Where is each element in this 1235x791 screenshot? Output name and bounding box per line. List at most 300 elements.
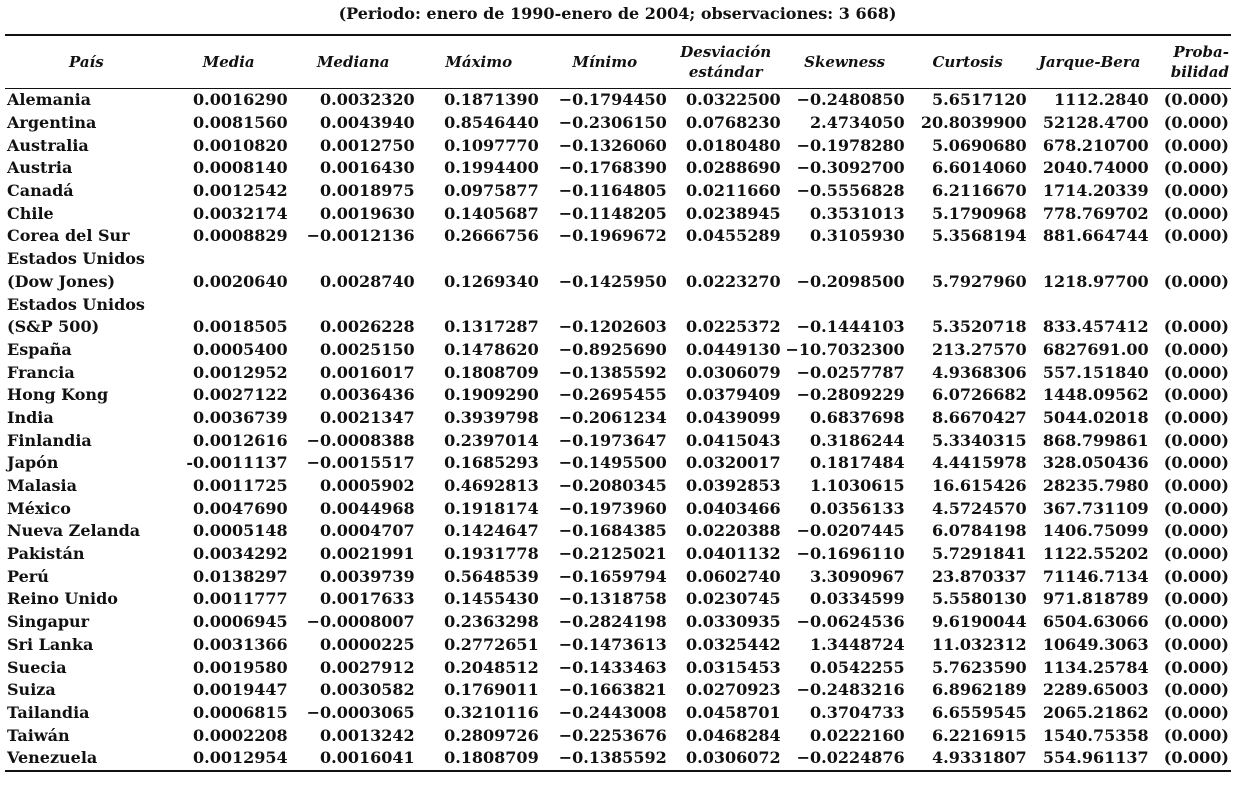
table-row bbox=[5, 520, 1231, 543]
min-cell: −0.2061234 bbox=[558, 407, 667, 427]
std-cell: 0.0403466 bbox=[685, 498, 781, 518]
header-row bbox=[5, 35, 1231, 89]
table-row bbox=[5, 634, 1231, 657]
skew-cell: −0.2809229 bbox=[796, 385, 905, 405]
min-cell: −0.2695455 bbox=[558, 385, 667, 405]
mean-cell: 0.0018505 bbox=[192, 317, 288, 337]
header-mean: Media bbox=[202, 53, 255, 71]
min-cell: −0.8925690 bbox=[558, 339, 667, 359]
std-cell: 0.0325442 bbox=[685, 634, 781, 654]
std-cell: 0.0330935 bbox=[685, 612, 781, 632]
country-cell: (Dow Jones) bbox=[7, 271, 116, 291]
prob-cell: (0.000) bbox=[1163, 612, 1229, 632]
max-cell: 0.1478620 bbox=[444, 339, 539, 359]
std-cell: 0.0322500 bbox=[685, 90, 781, 110]
table-row bbox=[5, 543, 1231, 566]
min-cell: −0.1495500 bbox=[558, 453, 667, 473]
kurt-cell: 6.2116670 bbox=[931, 181, 1027, 201]
kurt-cell: 4.5724570 bbox=[931, 498, 1027, 518]
jb-cell: 833.457412 bbox=[1042, 317, 1149, 337]
prob-cell: (0.000) bbox=[1163, 113, 1229, 133]
empty-cell bbox=[417, 248, 541, 271]
country-cell: Alemania bbox=[7, 90, 92, 110]
jb-cell: 52128.4700 bbox=[1042, 113, 1149, 133]
kurt-cell: 4.4415978 bbox=[931, 453, 1027, 473]
table-row bbox=[5, 361, 1231, 384]
header-country: País bbox=[68, 53, 104, 71]
table-row bbox=[5, 248, 1231, 271]
table-row bbox=[5, 407, 1231, 430]
table-body bbox=[5, 89, 1231, 771]
kurt-cell: 213.27570 bbox=[931, 339, 1027, 359]
jb-cell: 28235.7980 bbox=[1042, 476, 1149, 496]
skew-cell: −0.0624536 bbox=[796, 612, 905, 632]
min-cell: −0.1473613 bbox=[558, 634, 667, 654]
table-row bbox=[5, 293, 1231, 316]
skew-cell: −0.5556828 bbox=[796, 181, 905, 201]
std-cell: 0.0180480 bbox=[685, 135, 781, 155]
country-cell: Venezuela bbox=[7, 748, 98, 768]
max-cell: 0.2809726 bbox=[444, 725, 539, 745]
empty-cell bbox=[669, 293, 783, 316]
mean-cell: 0.0081560 bbox=[192, 113, 288, 133]
mean-cell: 0.0011725 bbox=[192, 476, 288, 496]
median-cell: 0.0036436 bbox=[320, 385, 415, 405]
max-cell: 0.1269340 bbox=[444, 271, 539, 291]
mean-cell: 0.0036739 bbox=[192, 407, 288, 427]
max-cell: 0.1405687 bbox=[444, 203, 539, 223]
table-row bbox=[5, 747, 1231, 771]
max-cell: 0.1909290 bbox=[444, 385, 539, 405]
table-row bbox=[5, 384, 1231, 407]
mean-cell: 0.0034292 bbox=[192, 544, 288, 564]
country-cell: Estados Unidos bbox=[7, 294, 145, 314]
country-cell: Japón bbox=[7, 453, 59, 473]
kurt-cell: 5.0690680 bbox=[931, 135, 1027, 155]
kurt-cell: 9.6190044 bbox=[931, 612, 1027, 632]
min-cell: −0.1433463 bbox=[558, 657, 667, 677]
prob-cell: (0.000) bbox=[1163, 680, 1229, 700]
max-cell: 0.1424647 bbox=[444, 521, 539, 541]
header-jarque-bera: Jarque-Bera bbox=[1038, 53, 1141, 71]
median-cell: −0.0012136 bbox=[306, 226, 415, 246]
jb-cell: 6827691.00 bbox=[1042, 339, 1149, 359]
mean-cell: 0.0012952 bbox=[192, 362, 288, 382]
country-cell: Canadá bbox=[7, 181, 74, 201]
std-cell: 0.0238945 bbox=[685, 203, 781, 223]
skew-cell: 0.1817484 bbox=[810, 453, 905, 473]
table-row bbox=[5, 611, 1231, 634]
kurt-cell: 5.3568194 bbox=[931, 226, 1027, 246]
std-cell: 0.0392853 bbox=[685, 476, 781, 496]
median-cell: 0.0004707 bbox=[320, 521, 415, 541]
kurt-cell: 11.032312 bbox=[931, 634, 1027, 654]
mean-cell: 0.0008140 bbox=[192, 158, 288, 178]
kurt-cell: 5.7623590 bbox=[931, 657, 1027, 677]
max-cell: 0.1097770 bbox=[444, 135, 539, 155]
prob-cell: (0.000) bbox=[1163, 317, 1229, 337]
empty-cell bbox=[168, 248, 290, 271]
min-cell: −0.1164805 bbox=[558, 181, 667, 201]
prob-cell: (0.000) bbox=[1163, 226, 1229, 246]
skew-cell: −0.0224876 bbox=[796, 748, 905, 768]
mean-cell: 0.0011777 bbox=[192, 589, 288, 609]
header-kurtosis: Curtosis bbox=[932, 53, 1003, 71]
prob-cell: (0.000) bbox=[1163, 634, 1229, 654]
jb-cell: 2289.65003 bbox=[1042, 680, 1149, 700]
country-cell: España bbox=[7, 339, 72, 359]
std-cell: 0.0768230 bbox=[685, 113, 781, 133]
country-cell: Singapur bbox=[7, 612, 90, 632]
max-cell: 0.2772651 bbox=[444, 634, 539, 654]
std-cell: 0.0379409 bbox=[685, 385, 781, 405]
max-cell: 0.1931778 bbox=[444, 544, 539, 564]
country-cell: India bbox=[7, 407, 54, 427]
mean-cell: -0.0011137 bbox=[186, 453, 288, 473]
kurt-cell: 5.1790968 bbox=[931, 203, 1027, 223]
prob-cell: (0.000) bbox=[1163, 589, 1229, 609]
table-row bbox=[5, 339, 1231, 362]
median-cell: 0.0025150 bbox=[320, 339, 415, 359]
min-cell: −0.1202603 bbox=[558, 317, 667, 337]
min-cell: −0.1973647 bbox=[558, 430, 667, 450]
kurt-cell: 5.5580130 bbox=[931, 589, 1027, 609]
kurt-cell: 5.3520718 bbox=[931, 317, 1027, 337]
header-prob-line1: Proba- bbox=[1173, 43, 1229, 61]
jb-cell: 1540.75358 bbox=[1042, 725, 1149, 745]
empty-cell bbox=[541, 248, 669, 271]
skew-cell: 0.0542255 bbox=[810, 657, 905, 677]
max-cell: 0.1871390 bbox=[444, 90, 539, 110]
prob-cell: (0.000) bbox=[1163, 362, 1229, 382]
jb-cell: 10649.3063 bbox=[1042, 634, 1149, 654]
max-cell: 0.2397014 bbox=[444, 430, 539, 450]
std-cell: 0.0306072 bbox=[685, 748, 781, 768]
prob-cell: (0.000) bbox=[1163, 339, 1229, 359]
mean-cell: 0.0010820 bbox=[192, 135, 288, 155]
skew-cell: 3.3090967 bbox=[810, 566, 905, 586]
jb-cell: 5044.02018 bbox=[1042, 407, 1149, 427]
skew-cell: 0.0334599 bbox=[810, 589, 905, 609]
kurt-cell: 5.7927960 bbox=[931, 271, 1027, 291]
std-cell: 0.0220388 bbox=[685, 521, 781, 541]
median-cell: 0.0016041 bbox=[320, 748, 415, 768]
country-cell: Reino Unido bbox=[7, 589, 118, 609]
jb-cell: 367.731109 bbox=[1042, 498, 1149, 518]
empty-cell bbox=[907, 293, 1029, 316]
median-cell: 0.0039739 bbox=[320, 566, 415, 586]
skew-cell: −0.0257787 bbox=[796, 362, 905, 382]
min-cell: −0.1425950 bbox=[558, 271, 667, 291]
kurt-cell: 23.870337 bbox=[931, 566, 1027, 586]
country-cell: Malasia bbox=[7, 476, 77, 496]
table-row bbox=[5, 429, 1231, 452]
median-cell: 0.0027912 bbox=[320, 657, 415, 677]
median-cell: 0.0016430 bbox=[320, 158, 415, 178]
median-cell: 0.0044968 bbox=[320, 498, 415, 518]
statistics-table bbox=[5, 34, 1231, 772]
header-std-line2: estándar bbox=[688, 63, 763, 81]
empty-cell bbox=[1151, 293, 1231, 316]
median-cell: 0.0021991 bbox=[320, 544, 415, 564]
min-cell: −0.2443008 bbox=[558, 702, 667, 722]
jb-cell: 1112.2840 bbox=[1053, 90, 1149, 110]
country-cell: Suiza bbox=[7, 680, 56, 700]
prob-cell: (0.000) bbox=[1163, 498, 1229, 518]
std-cell: 0.0468284 bbox=[685, 725, 781, 745]
prob-cell: (0.000) bbox=[1163, 476, 1229, 496]
kurt-cell: 4.9331807 bbox=[931, 748, 1027, 768]
skew-cell: −10.7032300 bbox=[785, 339, 905, 359]
jb-cell: 868.799861 bbox=[1042, 430, 1149, 450]
table-row bbox=[5, 89, 1231, 112]
table-row bbox=[5, 679, 1231, 702]
mean-cell: 0.0012542 bbox=[192, 181, 288, 201]
prob-cell: (0.000) bbox=[1163, 271, 1229, 291]
prob-cell: (0.000) bbox=[1163, 725, 1229, 745]
country-cell: Hong Kong bbox=[7, 385, 109, 405]
table-row bbox=[5, 180, 1231, 203]
kurt-cell: 6.6014060 bbox=[931, 158, 1027, 178]
min-cell: −0.1385592 bbox=[558, 362, 667, 382]
skew-cell: −0.1978280 bbox=[796, 135, 905, 155]
std-cell: 0.0230745 bbox=[685, 589, 781, 609]
kurt-cell: 6.0784198 bbox=[931, 521, 1027, 541]
country-cell: México bbox=[7, 498, 71, 518]
empty-cell bbox=[669, 248, 783, 271]
mean-cell: 0.0019580 bbox=[192, 657, 288, 677]
median-cell: 0.0019630 bbox=[320, 203, 415, 223]
std-cell: 0.0455289 bbox=[685, 226, 781, 246]
jb-cell: 6504.63066 bbox=[1042, 612, 1149, 632]
country-cell: Perú bbox=[7, 566, 49, 586]
median-cell: −0.0008388 bbox=[306, 430, 415, 450]
mean-cell: 0.0012616 bbox=[192, 430, 288, 450]
std-cell: 0.0306079 bbox=[685, 362, 781, 382]
median-cell: 0.0016017 bbox=[320, 362, 415, 382]
min-cell: −0.1969672 bbox=[558, 226, 667, 246]
median-cell: 0.0012750 bbox=[320, 135, 415, 155]
header-probability bbox=[1151, 35, 1231, 89]
std-cell: 0.0415043 bbox=[685, 430, 781, 450]
mean-cell: 0.0005148 bbox=[192, 521, 288, 541]
max-cell: 0.1918174 bbox=[444, 498, 539, 518]
skew-cell: −0.1444103 bbox=[796, 317, 905, 337]
table-row bbox=[5, 565, 1231, 588]
table-row bbox=[5, 475, 1231, 498]
skew-cell: 0.3105930 bbox=[810, 226, 905, 246]
empty-cell bbox=[783, 293, 907, 316]
country-cell: Austria bbox=[7, 158, 73, 178]
country-cell: Australia bbox=[7, 135, 89, 155]
std-cell: 0.0225372 bbox=[685, 317, 781, 337]
max-cell: 0.1455430 bbox=[444, 589, 539, 609]
country-cell: Chile bbox=[7, 203, 54, 223]
table-row bbox=[5, 225, 1231, 248]
skew-cell: −0.0207445 bbox=[796, 521, 905, 541]
min-cell: −0.2080345 bbox=[558, 476, 667, 496]
mean-cell: 0.0027122 bbox=[192, 385, 288, 405]
jb-cell: 328.050436 bbox=[1042, 453, 1149, 473]
jb-cell: 1122.55202 bbox=[1042, 544, 1149, 564]
jb-cell: 71146.7134 bbox=[1042, 566, 1149, 586]
jb-cell: 1448.09562 bbox=[1042, 385, 1149, 405]
kurt-cell: 6.2216915 bbox=[931, 725, 1027, 745]
median-cell: −0.0003065 bbox=[306, 702, 415, 722]
prob-cell: (0.000) bbox=[1163, 203, 1229, 223]
skew-cell: −0.2480850 bbox=[796, 90, 905, 110]
max-cell: 0.8546440 bbox=[444, 113, 539, 133]
skew-cell: 2.4734050 bbox=[810, 113, 905, 133]
median-cell: −0.0015517 bbox=[306, 453, 415, 473]
min-cell: −0.2125021 bbox=[558, 544, 667, 564]
max-cell: 0.3939798 bbox=[444, 407, 539, 427]
jb-cell: 971.818789 bbox=[1042, 589, 1149, 609]
jb-cell: 1714.20339 bbox=[1042, 181, 1149, 201]
max-cell: 0.1317287 bbox=[444, 317, 539, 337]
mean-cell: 0.0006945 bbox=[192, 612, 288, 632]
std-cell: 0.0439099 bbox=[685, 407, 781, 427]
country-cell: Suecia bbox=[7, 657, 67, 677]
kurt-cell: 20.8039900 bbox=[920, 113, 1027, 133]
prob-cell: (0.000) bbox=[1163, 748, 1229, 768]
min-cell: −0.1794450 bbox=[558, 90, 667, 110]
max-cell: 0.3210116 bbox=[444, 702, 539, 722]
skew-cell: 0.6837698 bbox=[810, 407, 905, 427]
median-cell: −0.0008007 bbox=[306, 612, 415, 632]
max-cell: 0.1808709 bbox=[444, 748, 539, 768]
max-cell: 0.1769011 bbox=[444, 680, 539, 700]
jb-cell: 678.210700 bbox=[1042, 135, 1149, 155]
median-cell: 0.0000225 bbox=[320, 634, 415, 654]
country-cell: Francia bbox=[7, 362, 75, 382]
empty-cell bbox=[1151, 248, 1231, 271]
min-cell: −0.1318758 bbox=[558, 589, 667, 609]
jb-cell: 1218.97700 bbox=[1042, 271, 1149, 291]
median-cell: 0.0032320 bbox=[320, 90, 415, 110]
max-cell: 0.1994400 bbox=[444, 158, 539, 178]
prob-cell: (0.000) bbox=[1163, 430, 1229, 450]
max-cell: 0.2363298 bbox=[444, 612, 539, 632]
empty-cell bbox=[417, 293, 541, 316]
skew-cell: −0.2098500 bbox=[796, 271, 905, 291]
table-row bbox=[5, 112, 1231, 135]
prob-cell: (0.000) bbox=[1163, 135, 1229, 155]
prob-cell: (0.000) bbox=[1163, 90, 1229, 110]
prob-cell: (0.000) bbox=[1163, 521, 1229, 541]
mean-cell: 0.0047690 bbox=[192, 498, 288, 518]
skew-cell: 1.1030615 bbox=[810, 476, 905, 496]
country-cell: Taiwán bbox=[7, 725, 70, 745]
prob-cell: (0.000) bbox=[1163, 181, 1229, 201]
jb-cell: 1406.75099 bbox=[1042, 521, 1149, 541]
empty-cell bbox=[290, 248, 417, 271]
kurt-cell: 5.6517120 bbox=[931, 90, 1027, 110]
prob-cell: (0.000) bbox=[1163, 385, 1229, 405]
prob-cell: (0.000) bbox=[1163, 657, 1229, 677]
table-row bbox=[5, 316, 1231, 339]
std-cell: 0.0602740 bbox=[685, 566, 781, 586]
mean-cell: 0.0006815 bbox=[192, 702, 288, 722]
median-cell: 0.0026228 bbox=[320, 317, 415, 337]
prob-cell: (0.000) bbox=[1163, 158, 1229, 178]
jb-cell: 778.769702 bbox=[1042, 203, 1149, 223]
empty-cell bbox=[290, 293, 417, 316]
table-row bbox=[5, 452, 1231, 475]
mean-cell: 0.0016290 bbox=[192, 90, 288, 110]
skew-cell: 0.3531013 bbox=[810, 203, 905, 223]
skew-cell: −0.1696110 bbox=[796, 544, 905, 564]
table-row bbox=[5, 497, 1231, 520]
std-cell: 0.0449130 bbox=[685, 339, 781, 359]
skew-cell: 0.3704733 bbox=[810, 702, 905, 722]
std-cell: 0.0401132 bbox=[685, 544, 781, 564]
country-cell: Argentina bbox=[7, 113, 97, 133]
empty-cell bbox=[1029, 293, 1151, 316]
min-cell: −0.2253676 bbox=[558, 725, 667, 745]
mean-cell: 0.0138297 bbox=[192, 566, 288, 586]
mean-cell: 0.0012954 bbox=[192, 748, 288, 768]
std-cell: 0.0223270 bbox=[685, 271, 781, 291]
header-median: Mediana bbox=[316, 53, 390, 71]
country-cell: Sri Lanka bbox=[7, 634, 94, 654]
skew-cell: −0.2483216 bbox=[796, 680, 905, 700]
median-cell: 0.0018975 bbox=[320, 181, 415, 201]
std-cell: 0.0288690 bbox=[685, 158, 781, 178]
empty-cell bbox=[907, 248, 1029, 271]
skew-cell: 0.0222160 bbox=[810, 725, 905, 745]
max-cell: 0.1808709 bbox=[444, 362, 539, 382]
jb-cell: 1134.25784 bbox=[1042, 657, 1149, 677]
mean-cell: 0.0031366 bbox=[192, 634, 288, 654]
std-cell: 0.0315453 bbox=[685, 657, 781, 677]
max-cell: 0.2666756 bbox=[444, 226, 539, 246]
median-cell: 0.0013242 bbox=[320, 725, 415, 745]
median-cell: 0.0030582 bbox=[320, 680, 415, 700]
prob-cell: (0.000) bbox=[1163, 702, 1229, 722]
std-cell: 0.0320017 bbox=[685, 453, 781, 473]
min-cell: −0.1768390 bbox=[558, 158, 667, 178]
empty-cell bbox=[541, 293, 669, 316]
max-cell: 0.1685293 bbox=[444, 453, 539, 473]
prob-cell: (0.000) bbox=[1163, 407, 1229, 427]
jb-cell: 554.961137 bbox=[1042, 748, 1149, 768]
skew-cell: 0.3186244 bbox=[810, 430, 905, 450]
table-row bbox=[5, 724, 1231, 747]
table-row bbox=[5, 656, 1231, 679]
kurt-cell: 4.9368306 bbox=[931, 362, 1027, 382]
min-cell: −0.1663821 bbox=[558, 680, 667, 700]
skew-cell: −0.3092700 bbox=[796, 158, 905, 178]
median-cell: 0.0043940 bbox=[320, 113, 415, 133]
prob-cell: (0.000) bbox=[1163, 453, 1229, 473]
mean-cell: 0.0002208 bbox=[192, 725, 288, 745]
min-cell: −0.1148205 bbox=[558, 203, 667, 223]
jb-cell: 2065.21862 bbox=[1042, 702, 1149, 722]
prob-cell: (0.000) bbox=[1163, 544, 1229, 564]
table-row bbox=[5, 157, 1231, 180]
median-cell: 0.0021347 bbox=[320, 407, 415, 427]
prob-cell: (0.000) bbox=[1163, 566, 1229, 586]
header-skewness: Skewness bbox=[804, 53, 886, 71]
country-cell: Finlandia bbox=[7, 430, 92, 450]
header-std bbox=[669, 35, 783, 89]
max-cell: 0.4692813 bbox=[444, 476, 539, 496]
max-cell: 0.5648539 bbox=[444, 566, 539, 586]
median-cell: 0.0028740 bbox=[320, 271, 415, 291]
country-cell: Pakistán bbox=[7, 544, 85, 564]
mean-cell: 0.0008829 bbox=[192, 226, 288, 246]
